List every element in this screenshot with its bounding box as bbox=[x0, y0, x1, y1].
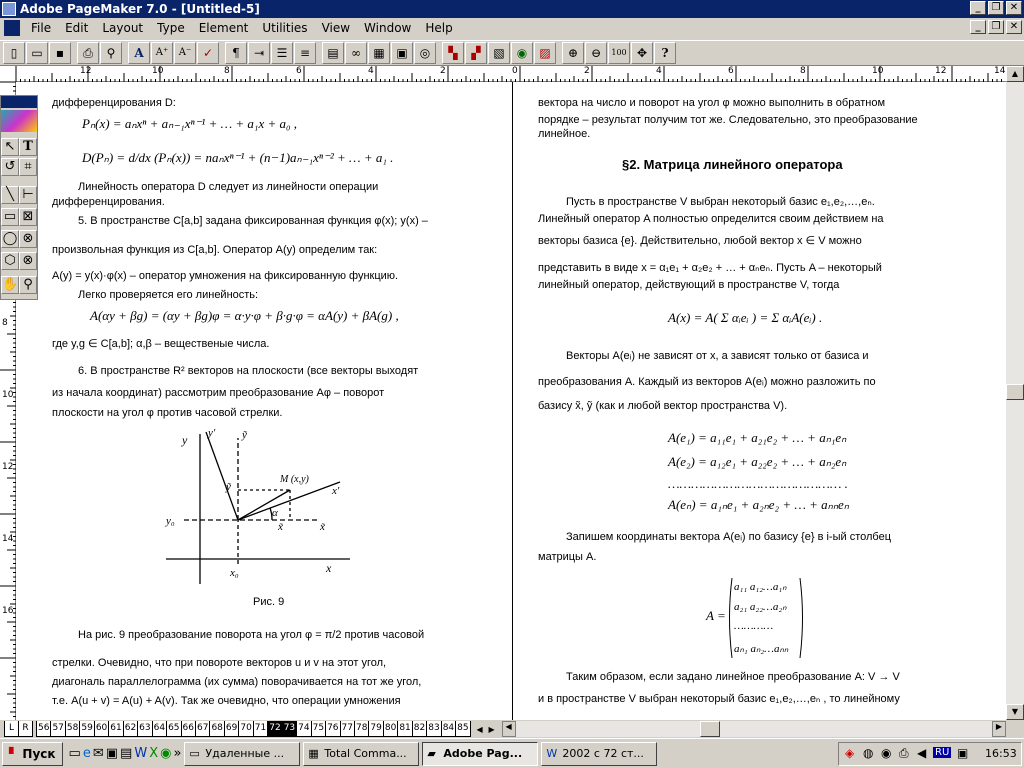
ruler-label: 12 bbox=[80, 66, 92, 76]
word-icon[interactable]: W bbox=[134, 746, 148, 761]
text-line: преобразования A. Каждый из векторов A(eᵢ) можно разложить по bbox=[538, 376, 876, 388]
menu-help[interactable]: Help bbox=[425, 21, 453, 35]
label-alpha: α bbox=[272, 507, 278, 519]
fill-icon[interactable]: ▤ bbox=[322, 42, 344, 64]
ruler-label: 16 bbox=[2, 606, 14, 616]
page-tab[interactable]: 61 bbox=[108, 721, 123, 737]
page-tab[interactable]: 80 bbox=[383, 721, 398, 737]
start-button[interactable]: ▘ Пуск bbox=[2, 742, 63, 766]
ruler-label: 6 bbox=[296, 66, 302, 76]
find-icon[interactable]: ⚲ bbox=[100, 42, 122, 64]
tray-icon[interactable]: ◈ bbox=[845, 746, 855, 760]
open-icon[interactable]: ▭ bbox=[26, 42, 48, 64]
formula: A(x) = A( Σ αᵢeᵢ ) = Σ αᵢA(eᵢ) . bbox=[668, 310, 823, 325]
label-ytilde: ỹ bbox=[242, 429, 247, 441]
page-tab[interactable]: 67 bbox=[195, 721, 210, 737]
ruler-label: 4 bbox=[656, 66, 662, 76]
system-tray bbox=[838, 742, 1022, 766]
zoom-in-icon[interactable]: ⊕ bbox=[562, 42, 584, 64]
zoom-100-icon[interactable]: 100 bbox=[608, 42, 630, 64]
text-line: вектора на число и поворот на угол φ можно выполнить в обратном bbox=[538, 97, 886, 109]
page-tab[interactable]: 62 bbox=[123, 721, 138, 737]
task-deleted[interactable]: ▭ Удаленные ... bbox=[184, 742, 300, 766]
link-icon[interactable]: ∞ bbox=[345, 42, 367, 64]
section-heading: §2. Матрица линейного оператора bbox=[622, 157, 843, 172]
globe-icon[interactable]: ◉ bbox=[511, 42, 533, 64]
page-tab[interactable]: 85 bbox=[455, 721, 470, 737]
toolbar bbox=[0, 40, 1024, 66]
formula: A(e₂) = a₁₂e₁ + a₂₂e₂ + … + aₙ₂eₙ bbox=[668, 454, 847, 469]
page-tab[interactable]: 66 bbox=[181, 721, 196, 737]
text-line: 5. В пространстве C[a,b] задана фиксированная функция φ(x); y(x) – bbox=[78, 215, 428, 227]
menu-window[interactable]: Window bbox=[364, 21, 412, 35]
polygon-icon[interactable]: ⬡ bbox=[1, 252, 19, 270]
pagemaker-icon: ▰ bbox=[427, 746, 436, 760]
page-tab-left-master[interactable]: L bbox=[4, 721, 19, 737]
ruler-label: 2 bbox=[440, 66, 446, 76]
language-indicator[interactable]: RU bbox=[935, 747, 950, 758]
desktop-icon[interactable]: ▭ bbox=[68, 746, 81, 761]
ruler-label: 2 bbox=[584, 66, 590, 76]
zoom-out-icon[interactable]: ⊖ bbox=[585, 42, 607, 64]
polygon-frame-icon[interactable]: ⊗ bbox=[19, 252, 37, 270]
label-xtilde: x̃ bbox=[278, 521, 283, 533]
page-tab[interactable]: 71 bbox=[253, 721, 268, 737]
new-icon[interactable]: ▯ bbox=[3, 42, 25, 64]
toolbox-titlebar[interactable] bbox=[1, 96, 37, 108]
paragraph-icon[interactable]: ¶ bbox=[225, 42, 247, 64]
text-line: т.е. A(u + v) = A(u) + A(v). Так же очевидно, что операции умножения bbox=[52, 695, 401, 707]
text-tool-icon[interactable]: T bbox=[19, 138, 37, 156]
disk-icon: ▦ bbox=[308, 746, 319, 760]
rectangle-icon[interactable]: ▭ bbox=[1, 208, 19, 226]
tray-icon[interactable]: ◍ bbox=[863, 746, 874, 760]
ruler-label: 14 bbox=[994, 66, 1006, 76]
matrix-row: a₁₁ a₁₂…a₁ₙ bbox=[734, 581, 787, 593]
text-line: представить в виде x = α₁e₁ + α₂e₂ + … + αₙeₙ. Пусть A – некоторый bbox=[538, 262, 882, 274]
formula: A(eₙ) = a₁ₙe₁ + a₂ₙe₂ + … + aₙₙeₙ bbox=[668, 497, 849, 512]
page-tab[interactable]: 58 bbox=[65, 721, 80, 737]
page-tab[interactable]: 68 bbox=[209, 721, 224, 737]
text-line: и в пространстве V выбран некоторый базис e₁,e₂,…,eₙ , то линейному bbox=[538, 693, 900, 705]
ruler-label: 10 bbox=[872, 66, 884, 76]
menu-element[interactable]: Element bbox=[198, 21, 249, 35]
page-tab[interactable]: 57 bbox=[50, 721, 65, 737]
horizontal-scrollbar[interactable] bbox=[516, 721, 992, 737]
text-line: из начала координат) рассмотрим преобразование Aφ – поворот bbox=[52, 387, 385, 399]
zoom-icon[interactable]: ⚲ bbox=[19, 276, 37, 294]
text-line: дифференцирования D: bbox=[52, 97, 176, 109]
vertical-scrollbar[interactable] bbox=[1006, 66, 1024, 720]
frame-icon[interactable]: ▣ bbox=[391, 42, 413, 64]
task-pagemaker[interactable]: ▰ Adobe Pag... bbox=[422, 742, 538, 766]
size-up-icon[interactable]: A⁺ bbox=[151, 42, 173, 64]
matrix-row: aₙ₁ aₙ₂…aₙₙ bbox=[734, 643, 789, 655]
outlook-icon[interactable]: ✉ bbox=[92, 746, 104, 761]
pointer-icon[interactable]: ↖ bbox=[1, 138, 19, 156]
text-line: линейное. bbox=[538, 128, 591, 140]
constrained-line-icon[interactable]: ⊢ bbox=[19, 186, 37, 204]
page-tab[interactable]: 84 bbox=[441, 721, 456, 737]
excel-icon[interactable]: X bbox=[149, 746, 159, 761]
page-tab[interactable]: 59 bbox=[79, 721, 94, 737]
text-line: плоскости на угол φ против часовой стрелки. bbox=[52, 407, 283, 419]
formula: A(e₁) = a₁₁e₁ + a₂₁e₂ + … + aₙ₁eₙ bbox=[668, 430, 847, 445]
menu-type[interactable]: Type bbox=[157, 21, 185, 35]
text-line: линейный оператор, действующий в пространстве V, тогда bbox=[538, 279, 840, 291]
menu-utilities[interactable]: Utilities bbox=[262, 21, 308, 35]
save-icon[interactable]: ▪ bbox=[49, 42, 71, 64]
ie-icon[interactable]: e bbox=[82, 746, 91, 761]
text-line: диагональ параллелограмма (их сумма) поворачивается на тот же угол, bbox=[52, 676, 422, 688]
document-icon[interactable] bbox=[4, 20, 20, 36]
rectangle-frame-icon[interactable]: ⊠ bbox=[19, 208, 37, 226]
bullets-icon[interactable]: ☰ bbox=[271, 42, 293, 64]
text-line: где y,g ∈ C[a,b]; α,β – вещественые числа. bbox=[52, 338, 270, 350]
image-edit-icon[interactable]: ▞ bbox=[465, 42, 487, 64]
formula: A(αy + βg) = (αy + βg)φ = α·y·φ + β·g·φ = αA(y) + βA(g) , bbox=[90, 308, 399, 323]
text-line: Векторы A(eᵢ) не зависят от x, а зависят только от базиса и bbox=[566, 350, 869, 362]
page-tab[interactable]: 63 bbox=[137, 721, 152, 737]
window-title: Adobe PageMaker 7.0 - [Untitled-5] bbox=[20, 2, 260, 16]
page-tab[interactable]: 60 bbox=[94, 721, 109, 737]
ruler-label: 8 bbox=[800, 66, 806, 76]
label-x: x bbox=[326, 561, 332, 575]
text-line: порядке – результат получим тот же. Следовательно, это преобразование bbox=[538, 114, 918, 126]
menu-layout[interactable]: Layout bbox=[102, 21, 144, 35]
text-line: Запишем координаты вектора A(eᵢ) по базису {e} в i-ый столбец bbox=[566, 531, 891, 543]
formula: Pₙ(x) = aₙxⁿ + aₙ₋₁xⁿ⁻¹ + … + a₁x + a₀ , bbox=[82, 116, 298, 131]
export-icon[interactable]: ▧ bbox=[488, 42, 510, 64]
figure-caption: Рис. 9 bbox=[253, 596, 285, 608]
page-tab[interactable]: 81 bbox=[397, 721, 412, 737]
menu-file[interactable]: File bbox=[31, 21, 52, 35]
volume-icon[interactable]: ◀ bbox=[917, 746, 927, 760]
minimize-button[interactable]: _ bbox=[970, 1, 986, 15]
maximize-button[interactable]: ❐ bbox=[988, 1, 1004, 15]
text-line: векторы базиса {e}. Действительно, любой вектор x ∈ V можно bbox=[538, 235, 862, 247]
ruler-label: 8 bbox=[224, 66, 230, 76]
menu-edit[interactable]: Edit bbox=[65, 21, 89, 35]
text-line: произвольная функция из C[a,b]. Оператор A(y) определим так: bbox=[52, 244, 378, 256]
doc-close-button[interactable]: ✕ bbox=[1006, 20, 1022, 34]
doc-minimize-button[interactable]: _ bbox=[970, 20, 986, 34]
pdf-icon[interactable]: ▨ bbox=[534, 42, 556, 64]
matrix-label: A = bbox=[706, 608, 726, 623]
ruler-label: 14 bbox=[2, 534, 14, 544]
task-total-commander[interactable]: ▦ Total Comma... bbox=[303, 742, 419, 766]
text-line: Легко проверяется его линейность: bbox=[78, 289, 259, 301]
checkmark-icon[interactable]: ✓ bbox=[197, 42, 219, 64]
ruler-label: 12 bbox=[935, 66, 947, 76]
toolbox-palette bbox=[0, 95, 38, 300]
hscroll-left-icon[interactable]: ◀ bbox=[502, 721, 516, 737]
text-line: матрицы A. bbox=[538, 551, 597, 563]
ruler-label: 10 bbox=[152, 66, 164, 76]
column-divider bbox=[512, 82, 513, 720]
ruler-label: 4 bbox=[368, 66, 374, 76]
page-tabs-bar bbox=[0, 720, 1024, 738]
clock: 16:53 bbox=[985, 747, 1017, 760]
hscroll-thumb[interactable] bbox=[700, 721, 720, 737]
label-m: M (x,y) bbox=[280, 474, 309, 485]
library-icon[interactable]: ▦ bbox=[368, 42, 390, 64]
page-tab-active[interactable]: 72 bbox=[267, 721, 282, 737]
page-tab[interactable]: 82 bbox=[412, 721, 427, 737]
fit-icon[interactable]: ✥ bbox=[631, 42, 653, 64]
ellipse-icon[interactable]: ◯ bbox=[2, 231, 18, 246]
text-line: Линейность оператора D следует из линейности операции bbox=[78, 181, 379, 193]
page-tab[interactable]: 74 bbox=[296, 721, 311, 737]
taskbar bbox=[0, 738, 1024, 768]
size-down-icon[interactable]: A⁻ bbox=[174, 42, 196, 64]
print-icon[interactable]: ⎙ bbox=[77, 42, 99, 64]
page-tab[interactable]: 76 bbox=[325, 721, 340, 737]
doc-restore-button[interactable]: ❐ bbox=[988, 20, 1004, 34]
rotate-icon[interactable]: ↺ bbox=[1, 158, 19, 176]
text-line: дифференцирования. bbox=[52, 196, 165, 208]
page-tab-right-master[interactable]: R bbox=[18, 721, 33, 737]
crop-icon[interactable]: ⌗ bbox=[19, 158, 37, 176]
tray-icon[interactable]: ▣ bbox=[957, 746, 969, 760]
page-tab[interactable]: 65 bbox=[166, 721, 181, 737]
printer-icon[interactable]: ⎙ bbox=[899, 746, 909, 760]
matrix-row: ………… bbox=[734, 620, 774, 632]
media-icon[interactable]: ◉ bbox=[160, 746, 172, 761]
horizontal-ruler bbox=[0, 66, 1024, 82]
tray-icon[interactable]: ◉ bbox=[881, 746, 892, 760]
text-line: Пусть в пространстве V выбран некоторый базис e₁,e₂,…,eₙ. bbox=[566, 196, 875, 208]
page-tab[interactable]: 70 bbox=[238, 721, 253, 737]
page-tab[interactable]: 78 bbox=[354, 721, 369, 737]
rotation-figure bbox=[160, 424, 360, 592]
page-tab[interactable]: 83 bbox=[426, 721, 441, 737]
folder-icon: ▭ bbox=[189, 746, 200, 760]
title-bar bbox=[0, 0, 1024, 18]
scroll-down-icon[interactable]: ▼ bbox=[1006, 704, 1024, 720]
folder-icon[interactable]: ▣ bbox=[105, 746, 119, 761]
text-line: A(y) = y(x)·φ(x) – оператор умножения на фиксированную функцию. bbox=[52, 270, 399, 282]
label-x0: x₀ bbox=[230, 567, 239, 579]
page-area[interactable] bbox=[16, 82, 1006, 720]
task-word-doc[interactable]: W 2002 с 72 ст... bbox=[541, 742, 657, 766]
label-y0: y₀ bbox=[166, 515, 175, 527]
ellipse-frame-icon[interactable]: ⊗ bbox=[19, 230, 37, 248]
scroll-up-icon[interactable]: ▲ bbox=[1006, 66, 1024, 82]
shape-icon[interactable]: ◎ bbox=[414, 42, 436, 64]
app-icon bbox=[2, 2, 16, 16]
label-y1: y' bbox=[208, 427, 216, 439]
formula: D(Pₙ) = d/dx (Pₙ(x)) = naₙxⁿ⁻¹ + (n−1)aₙ₋₁xⁿ⁻² + … + a₁ . bbox=[82, 150, 394, 165]
hscroll-right-icon[interactable]: ▶ bbox=[992, 721, 1006, 737]
ruler-label: 6 bbox=[728, 66, 734, 76]
page-tab-active[interactable]: 73 bbox=[282, 721, 297, 737]
matrix-row: a₂₁ a₂₂…a₂ₙ bbox=[734, 601, 787, 613]
indent-icon[interactable]: ⇥ bbox=[248, 42, 270, 64]
label-x1: x' bbox=[332, 485, 340, 497]
menu-view[interactable]: View bbox=[321, 21, 351, 35]
help-icon[interactable]: ? bbox=[654, 42, 676, 64]
ruler-label: 0 bbox=[512, 66, 518, 76]
close-button[interactable]: ✕ bbox=[1006, 1, 1022, 15]
word-icon: W bbox=[546, 746, 558, 760]
text-line: Таким образом, если задано линейное преобразование A: V → V bbox=[566, 671, 900, 683]
line-icon[interactable]: ╲ bbox=[1, 186, 19, 204]
page-tab[interactable]: 75 bbox=[311, 721, 326, 737]
label-y: y bbox=[182, 433, 188, 447]
tab-scroll-right-icon[interactable]: ▶ bbox=[488, 724, 495, 734]
quick-launch bbox=[69, 746, 182, 761]
ruler-label: 12 bbox=[2, 462, 14, 472]
app-icon[interactable]: ▤ bbox=[120, 746, 133, 761]
ruler-label: 8 bbox=[2, 318, 8, 328]
character-icon[interactable]: A bbox=[128, 42, 150, 64]
scroll-thumb[interactable] bbox=[1006, 384, 1024, 400]
page-tab[interactable]: 77 bbox=[340, 721, 355, 737]
text-line: стрелки. Очевидно, что при повороте векторов u и v на этот угол, bbox=[52, 657, 387, 669]
text-line: Линейный оператор A полностью определится своим действием на bbox=[538, 213, 884, 225]
text-line: базису x̃, ỹ (как и любой вектор пространства V). bbox=[538, 400, 788, 412]
windows-logo-icon: ▘ bbox=[9, 746, 19, 761]
page-tab[interactable]: 64 bbox=[152, 721, 167, 737]
image-icon[interactable]: ▚ bbox=[442, 42, 464, 64]
label-xtilde-2: x̃ bbox=[320, 521, 325, 533]
page-tab[interactable]: 69 bbox=[224, 721, 239, 737]
tab-scroll-left-icon[interactable]: ◀ bbox=[476, 724, 483, 734]
formula: ……………………………………… . bbox=[668, 476, 848, 491]
text-line: 6. В пространстве R² векторов на плоскости (все векторы выходят bbox=[78, 365, 419, 377]
more-icon[interactable]: » bbox=[173, 746, 182, 761]
hand-icon[interactable]: ✋ bbox=[2, 277, 19, 292]
color-swatch-icon[interactable] bbox=[1, 110, 37, 132]
text-line: На рис. 9 преобразование поворота на угол φ = π/2 против часовой bbox=[78, 629, 425, 641]
page-tab[interactable]: 79 bbox=[368, 721, 383, 737]
label-ytilde-2: ỹ bbox=[226, 481, 231, 493]
page-tab[interactable]: 56 bbox=[36, 721, 51, 737]
menu-bar bbox=[0, 18, 1024, 38]
ruler-label: 10 bbox=[2, 390, 14, 400]
numbering-icon[interactable]: ≡ bbox=[294, 42, 316, 64]
